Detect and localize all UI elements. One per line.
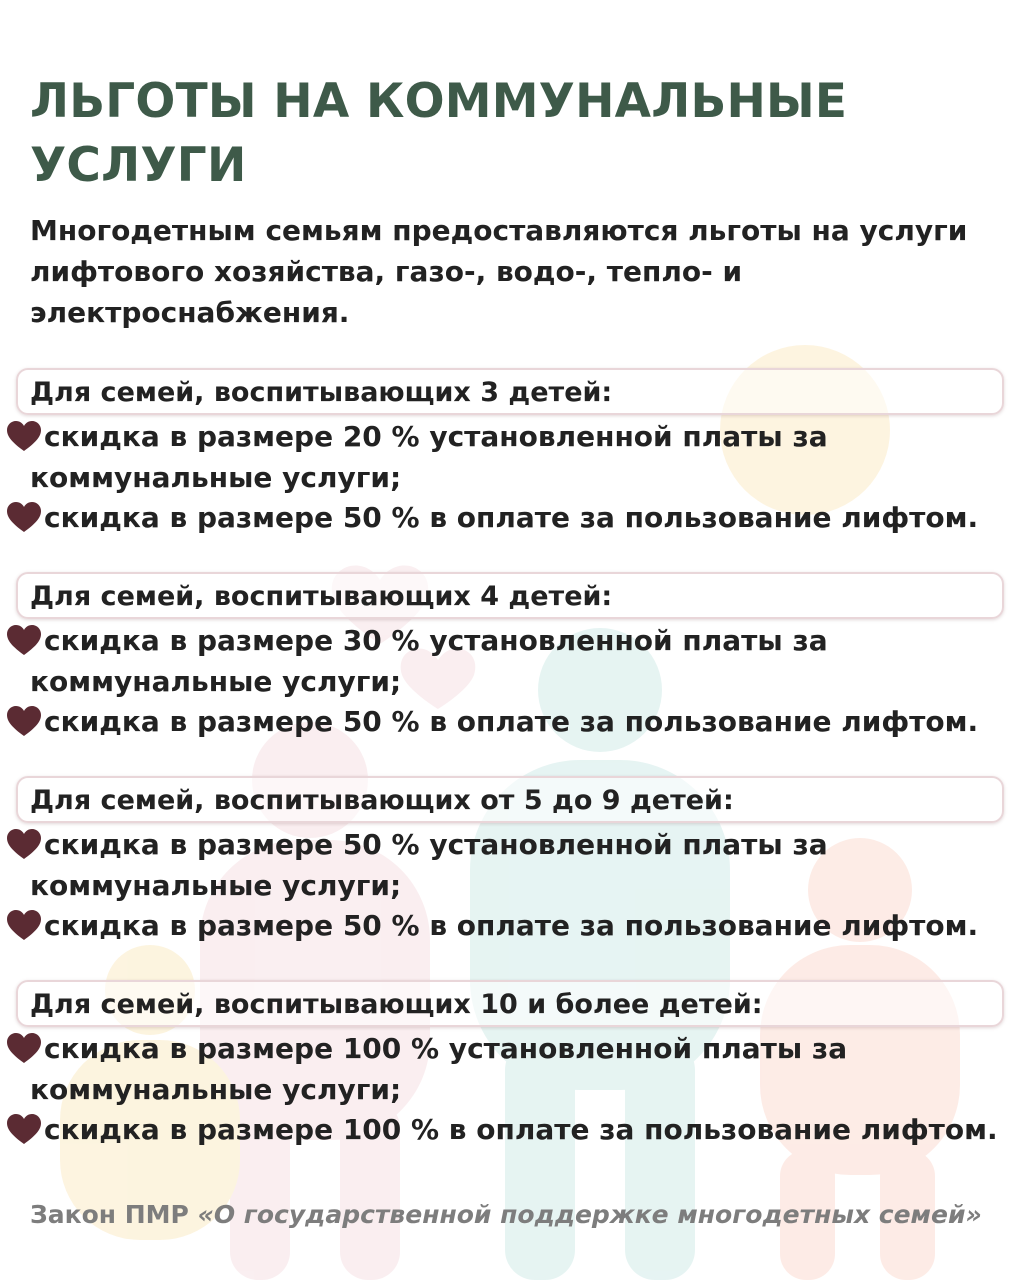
item-text: скидка в размере 50 % в оплате за пользование лифтом.: [44, 501, 979, 534]
intro-text: Многодетным семьям предоставляются льготы на услуги лифтового хозяйства, газо-, водо-, тепло- и электроснабжения.: [30, 214, 968, 329]
footer-law-reference: [30, 1197, 1010, 1233]
heart-icon: [6, 705, 42, 738]
item-text: скидка в размере 30 % установленной платы за коммунальные услуги;: [30, 624, 828, 698]
section-title: Для семей, воспитывающих 3 детей:: [30, 377, 613, 408]
item-text: скидка в размере 20 % установленной платы за коммунальные услуги;: [30, 420, 828, 494]
item-text: скидка в размере 100 % в оплате за пользование лифтом.: [44, 1113, 998, 1146]
item-text: скидка в размере 50 % в оплате за пользование лифтом.: [44, 705, 979, 738]
footer-law-title: «О государственной поддержке многодетных семей»: [197, 1200, 982, 1229]
item-text: скидка в размере 50 % в оплате за пользование лифтом.: [44, 909, 979, 942]
section-header: [16, 776, 1004, 823]
section-title: Для семей, воспитывающих 4 детей:: [30, 581, 613, 612]
heart-icon: [6, 501, 42, 534]
heart-icon: [6, 909, 42, 942]
footer-prefix: Закон ПМР: [30, 1200, 189, 1229]
item-text: скидка в размере 100 % установленной платы за коммунальные услуги;: [30, 1032, 848, 1106]
section-title: Для семей, воспитывающих 10 и более детей:: [30, 989, 763, 1020]
section-title: Для семей, воспитывающих от 5 до 9 детей:: [30, 785, 734, 816]
item-text: скидка в размере 50 % установленной платы за коммунальные услуги;: [30, 828, 828, 902]
heart-icon: [6, 1113, 42, 1146]
page-title: ЛЬГОТЫ НА КОММУНАЛЬНЫЕ УСЛУГИ: [30, 74, 848, 193]
section-header: [16, 368, 1004, 415]
section-header: [16, 980, 1004, 1027]
section-header: [16, 572, 1004, 619]
